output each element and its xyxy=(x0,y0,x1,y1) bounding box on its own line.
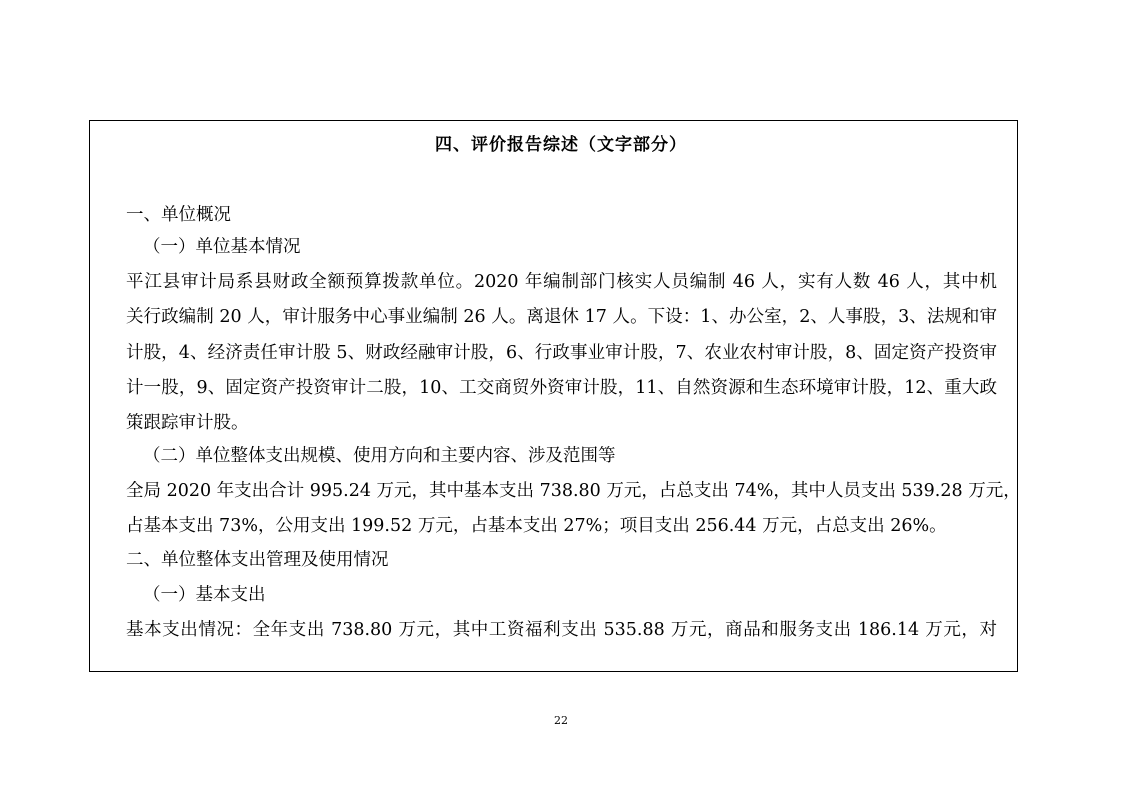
paragraph-line: 计一股，9、固定资产投资审计二股，10、工交商贸外资审计股，11、自然资源和生态环境审计股，12、重大政 xyxy=(126,378,997,398)
paragraph-line: 计股，4、经济责任审计股 5、财政经融审计股，6、行政事业审计股，7、农业农村审计股，8、固定资产投资审 xyxy=(126,343,997,363)
subsection-heading-basic-expenditure: （一）基本支出 xyxy=(143,585,266,605)
paragraph-line: 策跟踪审计股。 xyxy=(126,413,249,433)
report-title: 四、评价报告综述（文字部分） xyxy=(435,135,687,155)
page-number: 22 xyxy=(554,714,568,727)
paragraph-line: 占基本支出 73%，公用支出 199.52 万元，占基本支出 27%；项目支出 256.44 万元，占总支出 26%。 xyxy=(126,516,947,536)
paragraph-line: 基本支出情况：全年支出 738.80 万元，其中工资福利支出 535.88 万元，商品和服务支出 186.14 万元，对 xyxy=(126,620,997,640)
subsection-heading-expenditure-scale: （二）单位整体支出规模、使用方向和主要内容、涉及范围等 xyxy=(143,446,616,466)
section-heading-expenditure-management: 二、单位整体支出管理及使用情况 xyxy=(126,550,389,570)
paragraph-line: 全局 2020 年支出合计 995.24 万元，其中基本支出 738.80 万元，占总支出 74%，其中人员支出 539.28 万元， xyxy=(126,481,1021,501)
section-heading-unit-overview: 一、单位概况 xyxy=(126,205,231,225)
paragraph-line: 平江县审计局系县财政全额预算拨款单位。2020 年编制部门核实人员编制 46 人，实有人数 46 人，其中机 xyxy=(126,272,997,292)
paragraph-line: 关行政编制 20 人，审计服务中心事业编制 26 人。离退休 17 人。下设：1、办公室，2、人事股，3、法规和审 xyxy=(126,307,997,327)
subsection-heading-basic-info: （一）单位基本情况 xyxy=(143,237,301,257)
